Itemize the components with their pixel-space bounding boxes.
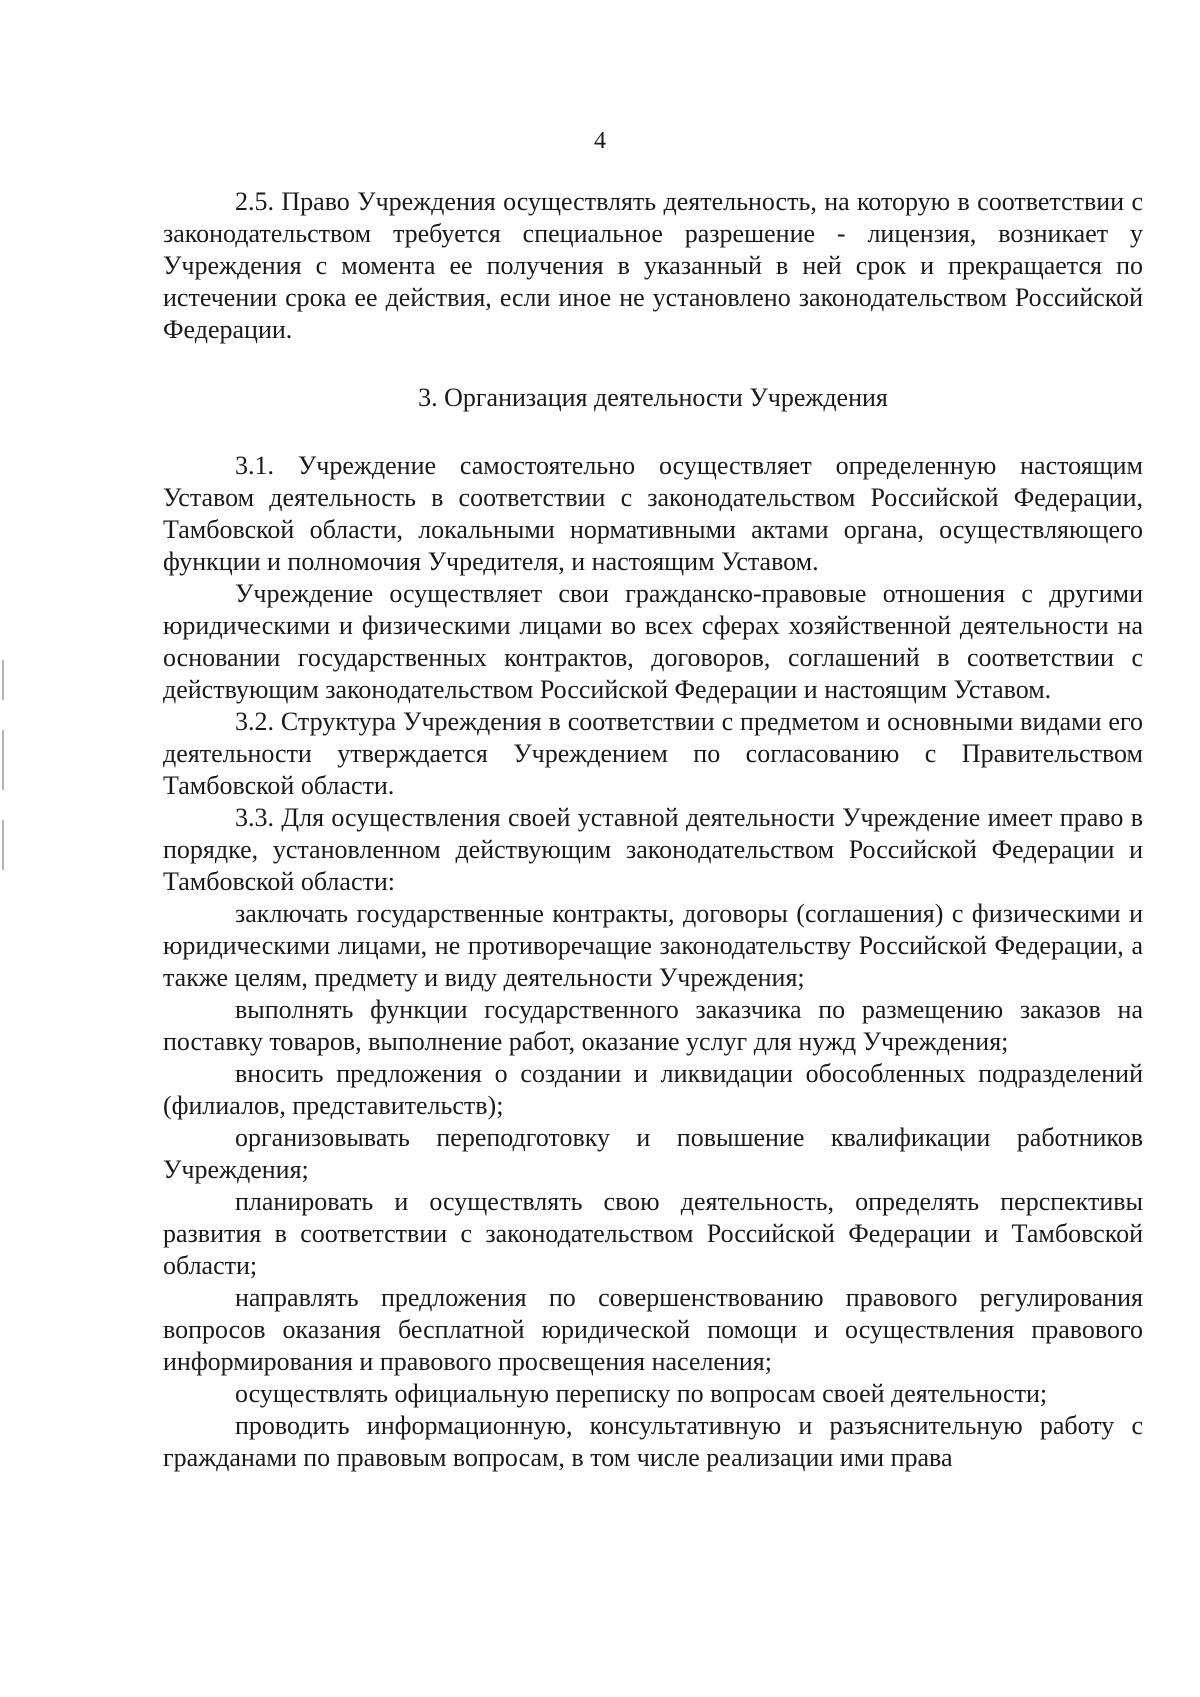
paragraph-3-2: 3.2. Структура Учреждения в соответствии с предметом и основными видами его деятельности утверждается Учреждением по согласованию с Правительством Тамбовской области. <box>163 707 1143 800</box>
paragraph-3-1-continued: Учреждение осуществляет свои гражданско-правовые отношения с другими юридическими и физическими лицами во всех сферах хозяйственной деятельности на основании государственных контрактов, договоров, соглашений в соответствии с действующим законодательством Российской Федерации и настоящим Уставом. <box>163 579 1143 704</box>
list-item-contracts: заключать государственные контракты, договоры (соглашения) с физическими и юридическими лицами, не противоречащие законодательству Российской Федерации, а также целям, предмету и виду деятельности Учреждения; <box>163 899 1143 992</box>
list-item-consultations: проводить информационную, консультативную и разъяснительную работу с гражданами по правовым вопросам, в том числе реализации ими права <box>163 1411 1143 1472</box>
list-item-training: организовывать переподготовку и повышение квалификации работников Учреждения; <box>163 1123 1143 1184</box>
list-item-state-customer: выполнять функции государственного заказчика по размещению заказов на поставку товаров, выполнение работ, оказание услуг для нужд Учреждения; <box>163 995 1143 1056</box>
paragraph-3-3: 3.3. Для осуществления своей уставной деятельности Учреждение имеет право в порядке, установленном действующим законодательством Российской Федерации и Тамбовской области: <box>163 803 1143 896</box>
paragraph-3-1: 3.1. Учреждение самостоятельно осуществляет определенную настоящим Уставом деятельность в соответствии с законодательством Российской Федерации, Тамбовской области, локальными нормативными актами органа, осуществляющего функции и полномочия Учредителя, и настоящим Уставом. <box>163 451 1143 576</box>
list-item-correspondence: осуществлять официальную переписку по вопросам своей деятельности; <box>235 1379 1048 1408</box>
list-item-planning: планировать и осуществлять свою деятельность, определять перспективы развития в соответствии с законодательством Российской Федерации и Тамбовской области; <box>163 1187 1143 1280</box>
document-body <box>163 186 1143 1474</box>
scan-binding-marks <box>2 660 8 880</box>
list-item-legal-proposals: направлять предложения по совершенствованию правового регулирования вопросов оказания бесплатной юридической помощи и осуществления правового информирования и правового просвещения населения; <box>163 1283 1143 1376</box>
section-heading: 3. Организация деятельности Учреждения <box>418 383 888 412</box>
paragraph-2-5: 2.5. Право Учреждения осуществлять деятельность, на которую в соответствии с законодательством требуется специальное разрешение - лицензия, возникает у Учреждения с момента ее получения в указанный в ней срок и прекращается по истечении срока ее действия, если иное не установлено законодательством Российской Федерации. <box>163 187 1143 344</box>
list-item-subdivisions: вносить предложения о создании и ликвидации обособленных подразделений (филиалов, представительств); <box>163 1059 1143 1120</box>
page-number: 4 <box>594 128 606 154</box>
